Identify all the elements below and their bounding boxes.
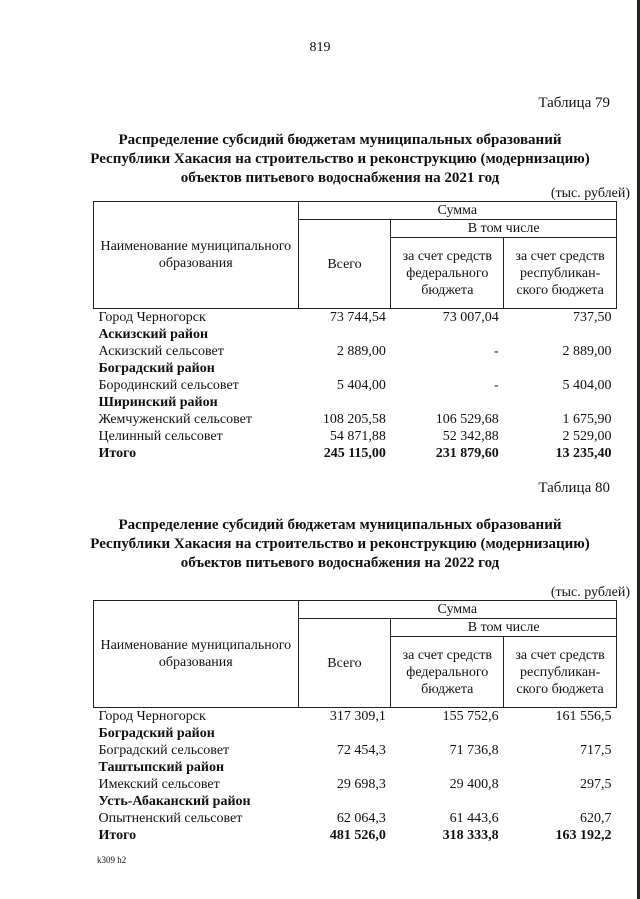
cell-federal: -	[494, 378, 499, 393]
table-row	[94, 428, 617, 445]
cell-name: Город Черногорск	[94, 708, 299, 726]
table-title	[60, 131, 620, 188]
cell-total: 29 698,3	[336, 777, 386, 792]
header-republic: за счет средств республикан-ского бюджета	[504, 238, 617, 309]
district-name: Боградский район	[98, 726, 215, 741]
header-name: Наименование муниципального образования	[94, 202, 299, 309]
cell-total: 62 064,3	[336, 811, 386, 826]
cell-republic: 13 235,40	[555, 446, 612, 461]
title-line: объектов питьевого водоснабжения на 2022 год	[180, 555, 500, 571]
title-line: Распределение субсидий бюджетам муниципальных образований	[118, 132, 562, 148]
cell-federal: 73 007,04	[391, 309, 504, 327]
cell-total: 54 871,88	[329, 429, 386, 444]
title-line: Республики Хакасия на строительство и реконструкцию (модернизацию)	[90, 536, 590, 552]
cell-name: Город Черногорск	[94, 309, 299, 327]
total-row	[94, 445, 617, 462]
cell-name: Итого	[98, 828, 137, 843]
table-row	[94, 810, 617, 827]
cell-name: Боградский сельсовет	[98, 743, 230, 758]
title-line: Распределение субсидий бюджетам муниципальных образований	[118, 517, 562, 533]
cell-name: Бородинский сельсовет	[98, 378, 239, 393]
cell-federal: 318 333,8	[442, 828, 499, 843]
header-federal: за счет средств федерального бюджета	[391, 238, 504, 309]
cell-total: 72 454,3	[336, 743, 386, 758]
header-name: Наименование муниципального образования	[94, 601, 299, 708]
cell-republic: 1 675,90	[562, 412, 612, 427]
title-line: объектов питьевого водоснабжения на 2021 год	[180, 170, 500, 186]
cell-republic: 2 889,00	[562, 344, 612, 359]
cell-federal: 155 752,6	[391, 708, 504, 726]
cell-republic: 163 192,2	[555, 828, 612, 843]
cell-name: Опытненский сельсовет	[98, 811, 243, 826]
district-name: Таштыпский район	[98, 760, 225, 775]
units-label: (тыс. рублей)	[550, 186, 630, 201]
cell-republic: 161 556,5	[504, 708, 617, 726]
district-row	[94, 326, 617, 343]
cell-republic: 5 404,00	[562, 378, 612, 393]
district-name: Аскизский район	[98, 327, 209, 342]
cell-name: Жемчуженский сельсовет	[98, 412, 253, 427]
total-row	[94, 827, 617, 844]
district-row	[94, 360, 617, 377]
header-total: Всего	[298, 619, 391, 708]
district-row	[94, 725, 617, 742]
header-total: Всего	[298, 220, 391, 309]
table-body	[94, 309, 617, 463]
title-line: Республики Хакасия на строительство и реконструкцию (модернизацию)	[90, 151, 590, 167]
cell-total: 5 404,00	[336, 378, 386, 393]
district-name: Усть-Абаканский район	[98, 794, 251, 809]
subsidy-table	[93, 600, 617, 844]
header-including: В том числе	[391, 619, 617, 637]
table-title	[60, 516, 620, 573]
cell-republic: 2 529,00	[562, 429, 612, 444]
district-row	[94, 759, 617, 776]
cell-name: Целинный сельсовет	[98, 429, 223, 444]
table-row	[94, 309, 617, 327]
cell-federal: 29 400,8	[449, 777, 499, 792]
header-federal: за счет средств федерального бюджета	[391, 637, 504, 708]
district-row	[94, 793, 617, 810]
cell-name: Аскизский сельсовет	[98, 344, 224, 359]
table-row	[94, 776, 617, 793]
cell-total: 73 744,54	[298, 309, 391, 327]
table-row	[94, 343, 617, 360]
cell-name: Итого	[98, 446, 137, 461]
table-body	[94, 708, 617, 845]
header-sum: Сумма	[298, 601, 616, 619]
units-label: (тыс. рублей)	[550, 585, 630, 600]
district-row	[94, 394, 617, 411]
footer-code: k309 h2	[97, 855, 127, 865]
header-sum: Сумма	[298, 202, 616, 220]
cell-total: 2 889,00	[336, 344, 386, 359]
cell-federal: -	[494, 344, 499, 359]
subsidy-table	[93, 201, 617, 462]
cell-federal: 61 443,6	[449, 811, 499, 826]
cell-total: 481 526,0	[329, 828, 386, 843]
table-row	[94, 708, 617, 726]
cell-republic: 717,5	[580, 743, 612, 758]
cell-republic: 297,5	[580, 777, 612, 792]
cell-total: 245 115,00	[323, 446, 386, 461]
table-label: Таблица 80	[538, 480, 610, 496]
cell-federal: 52 342,88	[442, 429, 499, 444]
table-label: Таблица 79	[538, 95, 610, 111]
table-row	[94, 411, 617, 428]
page-number: 819	[309, 40, 331, 55]
cell-federal: 106 529,68	[435, 412, 499, 427]
header-including: В том числе	[391, 220, 617, 238]
cell-federal: 231 879,60	[435, 446, 499, 461]
cell-republic: 620,7	[580, 811, 612, 826]
cell-republic: 737,50	[504, 309, 617, 327]
district-name: Боградский район	[98, 361, 215, 376]
cell-name: Имекский сельсовет	[98, 777, 220, 792]
cell-total: 108 205,58	[322, 412, 386, 427]
cell-total: 317 309,1	[298, 708, 391, 726]
table-row	[94, 377, 617, 394]
table-row	[94, 742, 617, 759]
district-name: Ширинский район	[98, 395, 218, 410]
header-republic: за счет средств республикан-ского бюджета	[504, 637, 617, 708]
cell-federal: 71 736,8	[449, 743, 499, 758]
